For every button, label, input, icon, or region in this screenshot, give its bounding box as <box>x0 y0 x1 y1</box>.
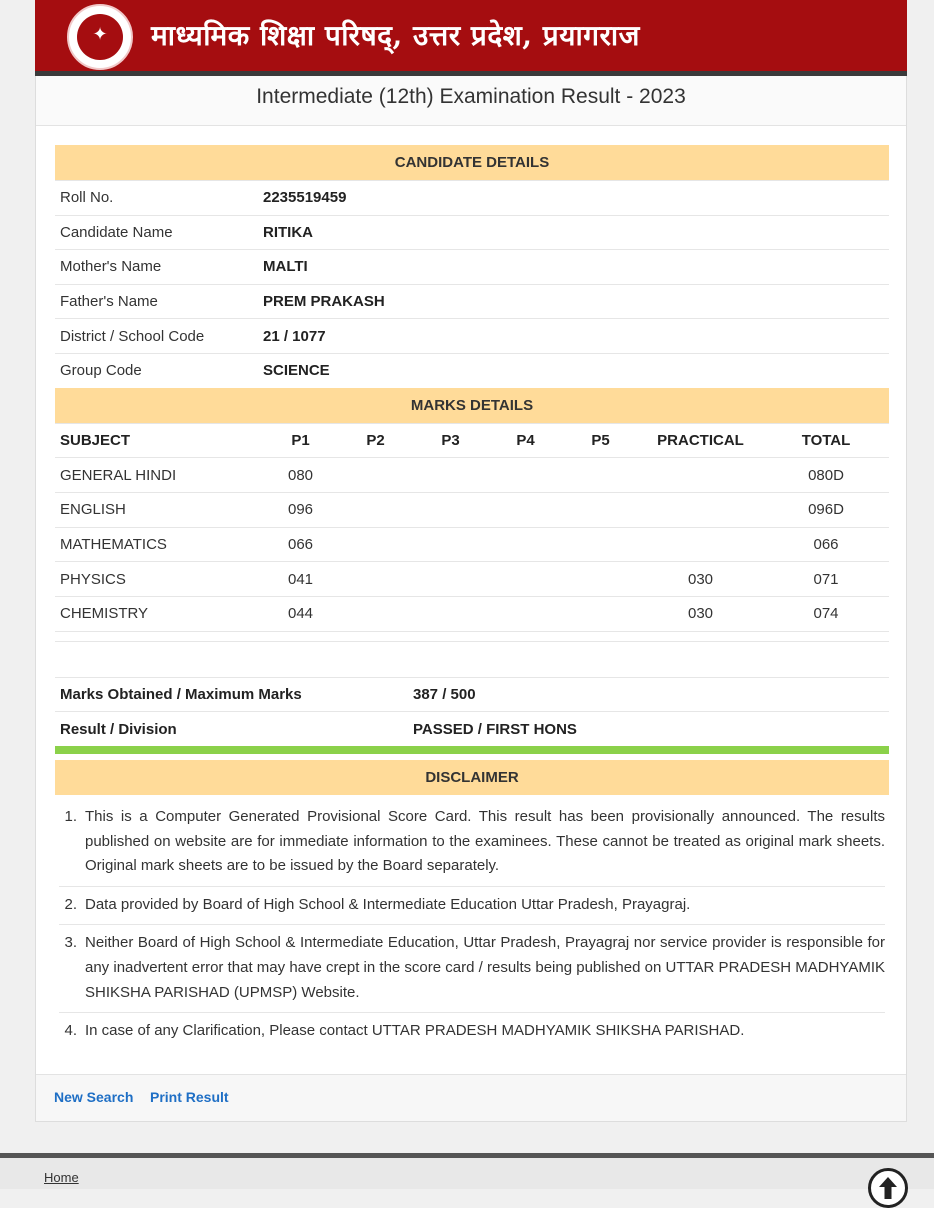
marks-row <box>55 527 889 562</box>
arrow-up-circle-icon[interactable] <box>868 1168 908 1208</box>
marks-cell: 044 <box>287 605 314 623</box>
disclaimer-text: Data provided by Board of High School & Intermediate Education Uttar Pradesh, Prayagraj. <box>85 895 691 913</box>
subject-name: GENERAL HINDI <box>60 466 177 484</box>
disclaimer-item <box>59 887 885 926</box>
result-card <box>35 76 907 1122</box>
marks-cell: 080D <box>808 466 844 484</box>
marks-cell: 096 <box>287 501 314 519</box>
candidate-field-label: Father's Name <box>60 293 158 311</box>
candidate-field-label: Mother's Name <box>60 258 162 276</box>
divider <box>55 631 889 641</box>
page-title: Intermediate (12th) Examination Result - 2023 <box>36 76 906 126</box>
marks-table-header <box>55 423 889 458</box>
result-division-row <box>55 711 889 746</box>
candidate-row <box>55 180 889 215</box>
marks-table <box>55 457 889 630</box>
card-actions <box>36 1074 906 1121</box>
marks-details-heading: MARKS DETAILS <box>55 388 889 423</box>
disclaimer-text: This is a Computer Generated Provisional Score Card. This result has been provisionally announced. The results published on website are for immediate information to the examinees. These cannot be treated as original mark sheets. Original mark sheets are to be issued by the Board separately. <box>85 808 885 875</box>
marks-summary-row <box>55 677 889 712</box>
candidate-field-value: SCIENCE <box>263 362 330 380</box>
disclaimer-number: 1. <box>64 808 77 826</box>
new-search-link[interactable]: New Search <box>54 1089 134 1105</box>
candidate-field-label: Roll No. <box>60 189 114 207</box>
marks-row <box>55 457 889 492</box>
marks-cell: 066 <box>287 535 314 553</box>
board-title: माध्यमिक शिक्षा परिषद्, उत्तर प्रदेश, प्रयागराज <box>151 19 640 52</box>
subject-name: ENGLISH <box>60 501 126 519</box>
disclaimer-number: 3. <box>64 934 77 952</box>
marks-cell: 030 <box>687 570 714 588</box>
result-content <box>55 145 889 1051</box>
candidate-row <box>55 284 889 319</box>
candidate-row <box>55 353 889 388</box>
marks-obtained-value: 387 / 500 <box>413 686 476 704</box>
marks-cell: 066 <box>813 535 839 553</box>
home-link[interactable]: Home <box>44 1170 79 1185</box>
candidate-details-heading: CANDIDATE DETAILS <box>55 145 889 180</box>
candidate-row <box>55 318 889 353</box>
marks-column-header: P1 <box>291 431 310 449</box>
marks-cell: 071 <box>813 570 839 588</box>
disclaimer-text: In case of any Clarification, Please contact UTTAR PRADESH MADHYAMIK SHIKSHA PARISHAD. <box>85 1022 745 1040</box>
disclaimer-item <box>59 925 885 1013</box>
disclaimer-item <box>59 1013 885 1051</box>
disclaimer-number: 4. <box>64 1022 77 1040</box>
result-division-value: PASSED / FIRST HONS <box>413 720 577 738</box>
disclaimer-heading: DISCLAIMER <box>55 760 889 795</box>
candidate-field-value: 21 / 1077 <box>263 327 326 345</box>
marks-row <box>55 492 889 527</box>
marks-cell: 074 <box>813 605 839 623</box>
result-division-label: Result / Division <box>60 720 177 738</box>
subject-name: CHEMISTRY <box>60 605 149 623</box>
candidate-field-value: RITIKA <box>263 223 313 241</box>
marks-column-header: P3 <box>441 431 460 449</box>
candidate-field-value: 2235519459 <box>263 189 347 207</box>
up-govt-emblem-icon: ✦ <box>67 4 133 70</box>
page-footer <box>0 1153 934 1189</box>
marks-cell: 041 <box>287 570 314 588</box>
disclaimer-number: 2. <box>64 895 77 913</box>
divider <box>55 641 889 677</box>
marks-column-header: PRACTICAL <box>657 431 744 449</box>
subject-name: PHYSICS <box>60 570 126 588</box>
marks-column-header: P2 <box>366 431 385 449</box>
candidate-row <box>55 215 889 250</box>
candidate-field-label: Candidate Name <box>60 223 173 241</box>
candidate-field-value: MALTI <box>263 258 308 276</box>
candidate-field-label: District / School Code <box>60 327 205 345</box>
marks-column-header: P4 <box>516 431 535 449</box>
candidate-details-table <box>55 180 889 388</box>
marks-obtained-label: Marks Obtained / Maximum Marks <box>60 686 302 704</box>
disclaimer-text: Neither Board of High School & Intermediate Education, Uttar Pradesh, Prayagraj nor service provider is responsible for any inadvertent error that may have crept in the score card / results being published on UTTAR PRADESH MADHYAMIK SHIKSHA PARISHAD (UPMSP) Website. <box>85 934 885 1001</box>
marks-column-header: TOTAL <box>801 431 851 449</box>
disclaimer-list <box>59 799 885 1051</box>
marks-row <box>55 561 889 596</box>
candidate-field-value: PREM PRAKASH <box>263 293 385 311</box>
print-result-link[interactable]: Print Result <box>150 1089 229 1105</box>
disclaimer-item <box>59 799 885 887</box>
marks-row <box>55 596 889 631</box>
subject-name: MATHEMATICS <box>60 535 167 553</box>
marks-column-header: P5 <box>591 431 610 449</box>
marks-column-header: SUBJECT <box>60 431 131 449</box>
candidate-field-label: Group Code <box>60 362 142 380</box>
marks-cell: 030 <box>687 605 714 623</box>
candidate-row <box>55 249 889 284</box>
site-banner <box>35 0 907 76</box>
marks-cell: 080 <box>287 466 314 484</box>
result-status-bar <box>55 746 889 754</box>
marks-cell: 096D <box>808 501 844 519</box>
